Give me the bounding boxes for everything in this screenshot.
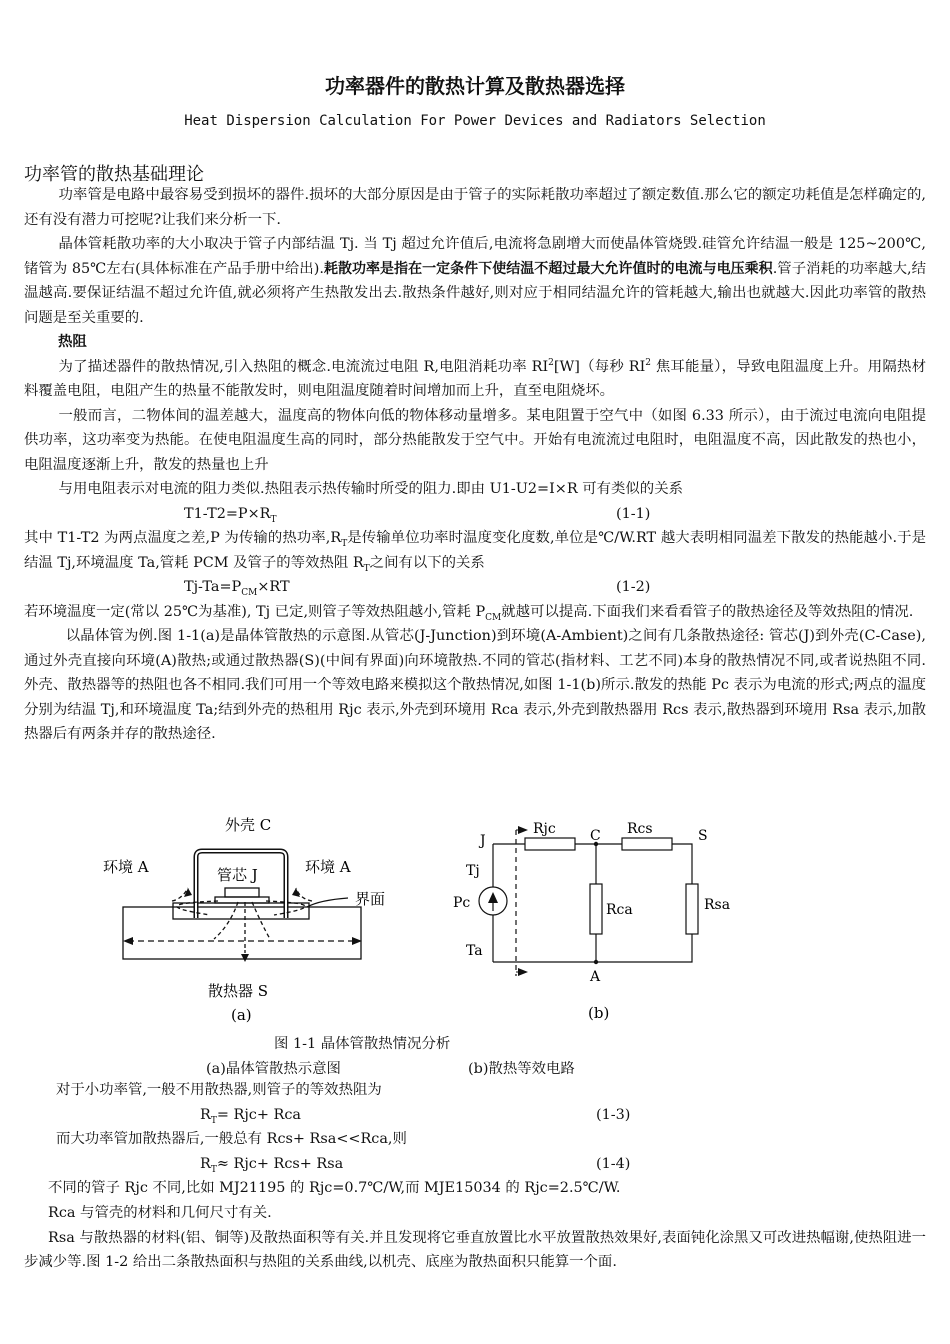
interface-layer — [173, 903, 309, 919]
label-rca: Rca — [606, 902, 633, 918]
label-case: 外壳 C — [225, 816, 272, 834]
paragraph: 功率管是电路中最容易受到损坏的器件.损坏的大部分原因是由于管子的实际耗散功率超过了额定数值.那么它的额定功耗值是怎样确定的,还有没有潜力可挖呢?让我们来分析一下. — [24, 187, 926, 228]
paragraph: Rca 与管壳的材料和几何尺寸有关. — [48, 1204, 272, 1221]
node-S: S — [698, 828, 708, 844]
section-heading: 功率管的散热基础理论 — [24, 164, 204, 185]
subheading-thermal-resistance: 热阻 — [58, 333, 87, 350]
label-ambient-left: 环境 A — [103, 858, 149, 876]
paragraph: Rsa 与散热器的材料(铝、铜等)及散热面积等有关.并且发现将它垂直放置比水平放置散热效果好,表面钝化涂黑又可改进热幅谢,使热阻进一步减少等.图 1-2 给出二条散热面积与热阻的关系曲线,以机壳、底座为散热面积只能算一个面. — [24, 1229, 926, 1271]
diagram-b — [479, 830, 698, 976]
paragraph: 与用电阻表示对电流的阻力类似.热阻表示热传输时所受的阻力.即由 U1-U2=I×R 可有类似的关系 — [58, 481, 683, 497]
label-die: 管芯 J — [217, 866, 258, 884]
document-subtitle: Heat Dispersion Calculation For Power Devices and Radiators Selection — [184, 113, 766, 129]
die-base — [215, 897, 269, 903]
paragraph: 而大功率管加散热器后,一般总有 Rcs+ Rsa<<Rca,则 — [56, 1131, 407, 1148]
paragraph: 对于小功率管,一般不用散热器,则管子的等效热阻为 — [56, 1082, 382, 1098]
paragraph: 不同的管子 Rjc 不同,比如 MJ21195 的 Rjc=0.7℃/W,而 MJE15034 的 Rjc=2.5℃/W. — [48, 1180, 621, 1197]
die-block — [225, 888, 259, 897]
heatsink-body — [123, 907, 361, 959]
label-rjc: Rjc — [533, 821, 556, 837]
label-sub-b: (b) — [588, 1004, 610, 1022]
body-lower — [24, 1078, 926, 1275]
equation-1-2: $Tj-Ta=P_{CM}\times RT$ (1-2) — [184, 579, 651, 598]
resistor-rcs — [622, 838, 672, 850]
paragraph: 以晶体管为例.图 1-1(a)是晶体管散热的示意图.从管芯(J-Junction)到环境(A-Ambient)之间有几条散热途径: 管芯(J)到外壳(C-Case),通过外壳直接向环境(A)散热;或通过散热器(S)(中间有界面)向环境散热.不同的管芯(指材料、工艺不同)本身的散热情况不同,或者说热阻不同.外壳、散热器等的热阻也各不相同.我们可用一个等效电路来模拟这个散热情况,如图 1-1(b)所示.散发的热能 Pc 表示为电流的形式;两点的温度分别为结温 Tj,和环境温度 Ta;结到外壳的热租用 Rjc 表示,外壳到环境用 Rca 表示,外壳到散热器用 Rcs 表示,散热器到环境用 Rsa 表示,加散热器后有两条并存的散热途径. — [24, 628, 926, 742]
paragraph: 晶体管耗散功率的大小取决于管子内部结温 Tj. 当 Tj 超过允许值后,电流将急剧增大而使晶体管烧毁.硅管允许结温一般是 125~200℃,锗管为 85℃左右(具体标准在产品手册中给出).耗散功率是指在一定条件下使结温不超过最大允许值时的电流与电压乘积.管子消耗的功率越大,结温越高.要保证结温不超过允许值,就必须将产生热散发出去.散热条件越好,则对应于相同结温允许的管耗越大,输出也就越大.因此功率管的散热问题是至关重要的. — [24, 236, 926, 326]
figure-svg — [0, 800, 950, 1060]
label-rcs: Rcs — [627, 821, 653, 837]
label-heatsink: 散热器 S — [208, 982, 269, 1000]
body-upper — [24, 183, 926, 747]
document-title: 功率器件的散热计算及散热器选择 — [325, 74, 625, 98]
paragraph: 若环境温度一定(常以 25℃为基准), Tj 已定,则管子等效热阻越小,管耗 $P_{CM}$就越可以提高.下面我们来看看管子的散热途径及等效热阻的情况. — [24, 603, 914, 623]
label-ambient-right: 环境 A — [305, 858, 351, 876]
equation-1-1: $T1-T2=P\times R_T$ (1-1) — [184, 505, 651, 525]
label-pc: Pc — [453, 895, 471, 911]
paragraph: 一般而言，二物体间的温差越大，温度高的物体向低的物体移动量增多。某电阻置于空气中（如图 6.33 所示），由于流过电流向电阻提供功率，这功率变为热能。在使电阻温度生高的同时，部分热能散发于空气中。开始有电流流过电阻时，电阻温度不高，因此散发的热也小，电阻温度逐渐上升，散发的热量也上升 — [24, 407, 926, 473]
equation-1-4: $R_T\approx Rjc+ Rcs+$ Rsa (1-4) — [200, 1155, 631, 1175]
node-A: A — [590, 969, 601, 985]
resistor-rca — [590, 884, 602, 934]
label-tj: Tj — [466, 863, 480, 879]
node-C: C — [590, 828, 601, 844]
resistor-rjc — [525, 838, 575, 850]
label-interface: 界面 — [355, 890, 386, 908]
figure-1-1 — [0, 800, 950, 1060]
label-sub-a: (a) — [231, 1006, 252, 1024]
paragraph: 为了描述器件的散热情况,引入热阻的概念.电流流过电阻 R,电阻消耗功率 $RI^2[W]$（每秒 $RI^2$ 焦耳能量），导致电阻温度上升。用隔热材料覆盖电阻，电阻产生的热量不能散发时，则电阻温度随着时间增加而上升，直至电阻烧坏。 — [24, 357, 926, 399]
figure-caption: 图 1-1 晶体管散热情况分析 — [274, 1036, 451, 1052]
figure-caption-a: (a)晶体管散热示意图 — [206, 1061, 341, 1077]
figure-caption-b: (b)散热等效电路 — [468, 1061, 575, 1077]
paragraph: 其中 T1-T2 为两点温度之差,P 为传输的热功率$,R_T$是传输单位功率时温度变化度数,单位是℃/W.RT 越大表明相同温差下散发的热能越小.于是结温 Tj,环境温度 Ta,管耗 PCM 及管子的等效热阻 $R_T$之间有以下的关系 — [24, 530, 927, 574]
label-rsa: Rsa — [704, 897, 731, 913]
node-J: J — [480, 833, 486, 849]
label-ta: Ta — [466, 943, 483, 959]
bold-definition: 耗散功率是指在一定条件下使结温不超过最大允许值时的电流与电压乘积 — [323, 260, 773, 277]
resistor-rsa — [686, 884, 698, 934]
case-inner — [196, 851, 286, 918]
case-outer — [196, 851, 286, 918]
equation-1-3: $R_T= Rjc+$ Rca (1-3) — [200, 1106, 631, 1126]
